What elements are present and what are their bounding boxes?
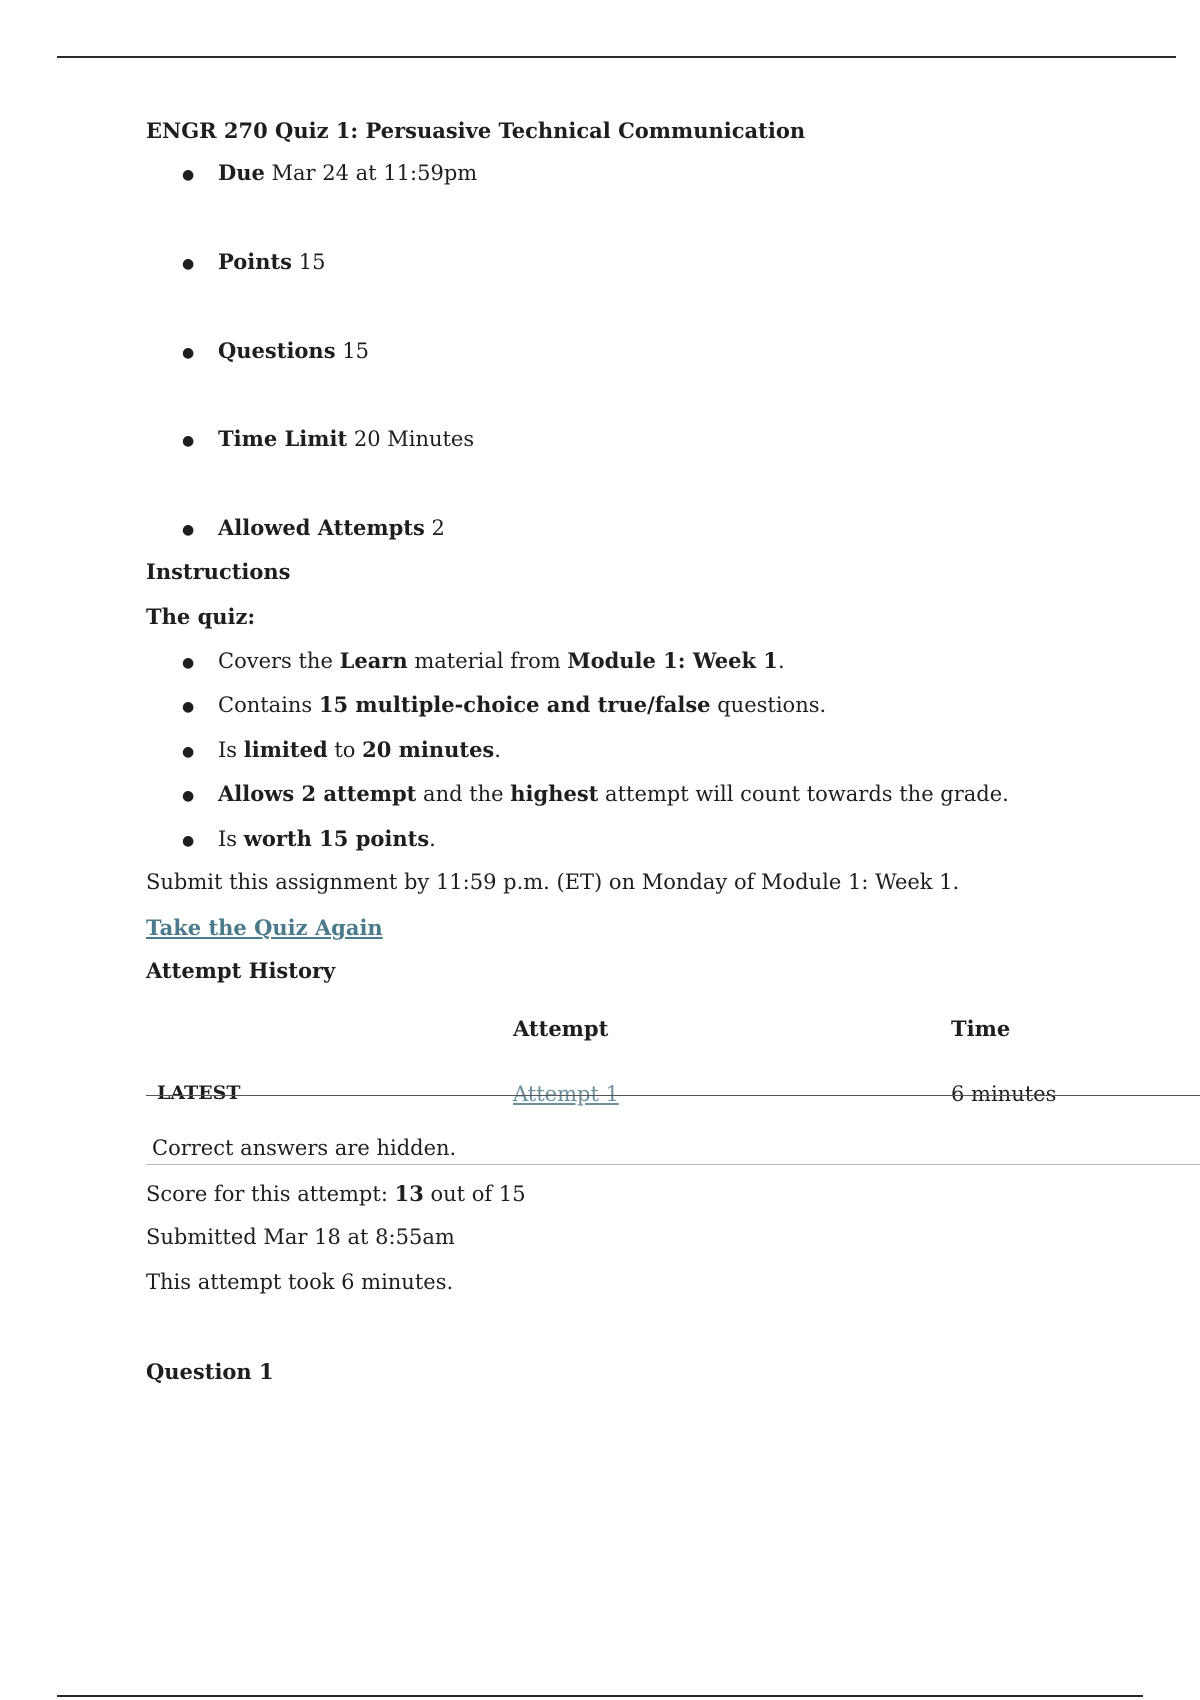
attempt-time: 6 minutes <box>951 1082 1057 1106</box>
top-rule <box>57 56 1176 58</box>
meta-allowed-attempts: ● Allowed Attempts 2 <box>182 515 445 540</box>
score-line: Score for this attempt: 13 out of 15 <box>146 1181 526 1206</box>
list-item: ● Covers the Learn material from Module 1: Week 1. <box>182 648 785 673</box>
submit-note: Submit this assignment by 11:59 p.m. (ET) on Monday of Module 1: Week 1. <box>146 870 960 894</box>
bullet-icon: ● <box>182 698 195 715</box>
meta-points: ● Points 15 <box>182 249 326 274</box>
bottom-rule <box>57 1695 1143 1697</box>
bullet-icon: ● <box>182 166 195 183</box>
bullet-icon: ● <box>182 432 195 449</box>
bullet-icon: ● <box>182 787 195 804</box>
bullet-icon: ● <box>182 255 195 272</box>
list-item: ● Is worth 15 points. <box>182 826 436 851</box>
column-header-attempt: Attempt <box>513 1016 609 1041</box>
instructions-heading: Instructions <box>146 559 291 584</box>
list-item: ● Contains 15 multiple-choice and true/false questions. <box>182 692 827 717</box>
meta-time-limit: ● Time Limit 20 Minutes <box>182 426 475 451</box>
bullet-icon: ● <box>182 743 195 760</box>
answers-hidden-note: Correct answers are hidden. <box>152 1136 457 1160</box>
bullet-icon: ● <box>182 832 195 849</box>
list-item: ● Allows 2 attempt and the highest attempt will count towards the grade. <box>182 781 1009 806</box>
page-title: ENGR 270 Quiz 1: Persuasive Technical Communication <box>146 118 806 143</box>
attempt-1-link[interactable]: Attempt 1 <box>513 1082 619 1106</box>
attempt-history-heading: Attempt History <box>146 958 336 983</box>
bullet-icon: ● <box>182 344 195 361</box>
take-quiz-again-link[interactable]: Take the Quiz Again <box>146 915 383 940</box>
quiz-heading: The quiz: <box>146 604 256 629</box>
meta-questions: ● Questions 15 <box>182 338 369 363</box>
bullet-icon: ● <box>182 654 195 671</box>
bullet-icon: ● <box>182 521 195 538</box>
question-heading: Question 1 <box>146 1359 274 1384</box>
meta-due: ● Due Mar 24 at 11:59pm <box>182 160 478 185</box>
attempt-duration: This attempt took 6 minutes. <box>146 1270 454 1294</box>
divider <box>146 1164 1200 1165</box>
table-row-rule <box>146 1095 1200 1096</box>
latest-label: LATEST <box>157 1082 241 1104</box>
submitted-date: Submitted Mar 18 at 8:55am <box>146 1225 455 1249</box>
list-item: ● Is limited to 20 minutes. <box>182 737 501 762</box>
column-header-time: Time <box>951 1016 1011 1041</box>
